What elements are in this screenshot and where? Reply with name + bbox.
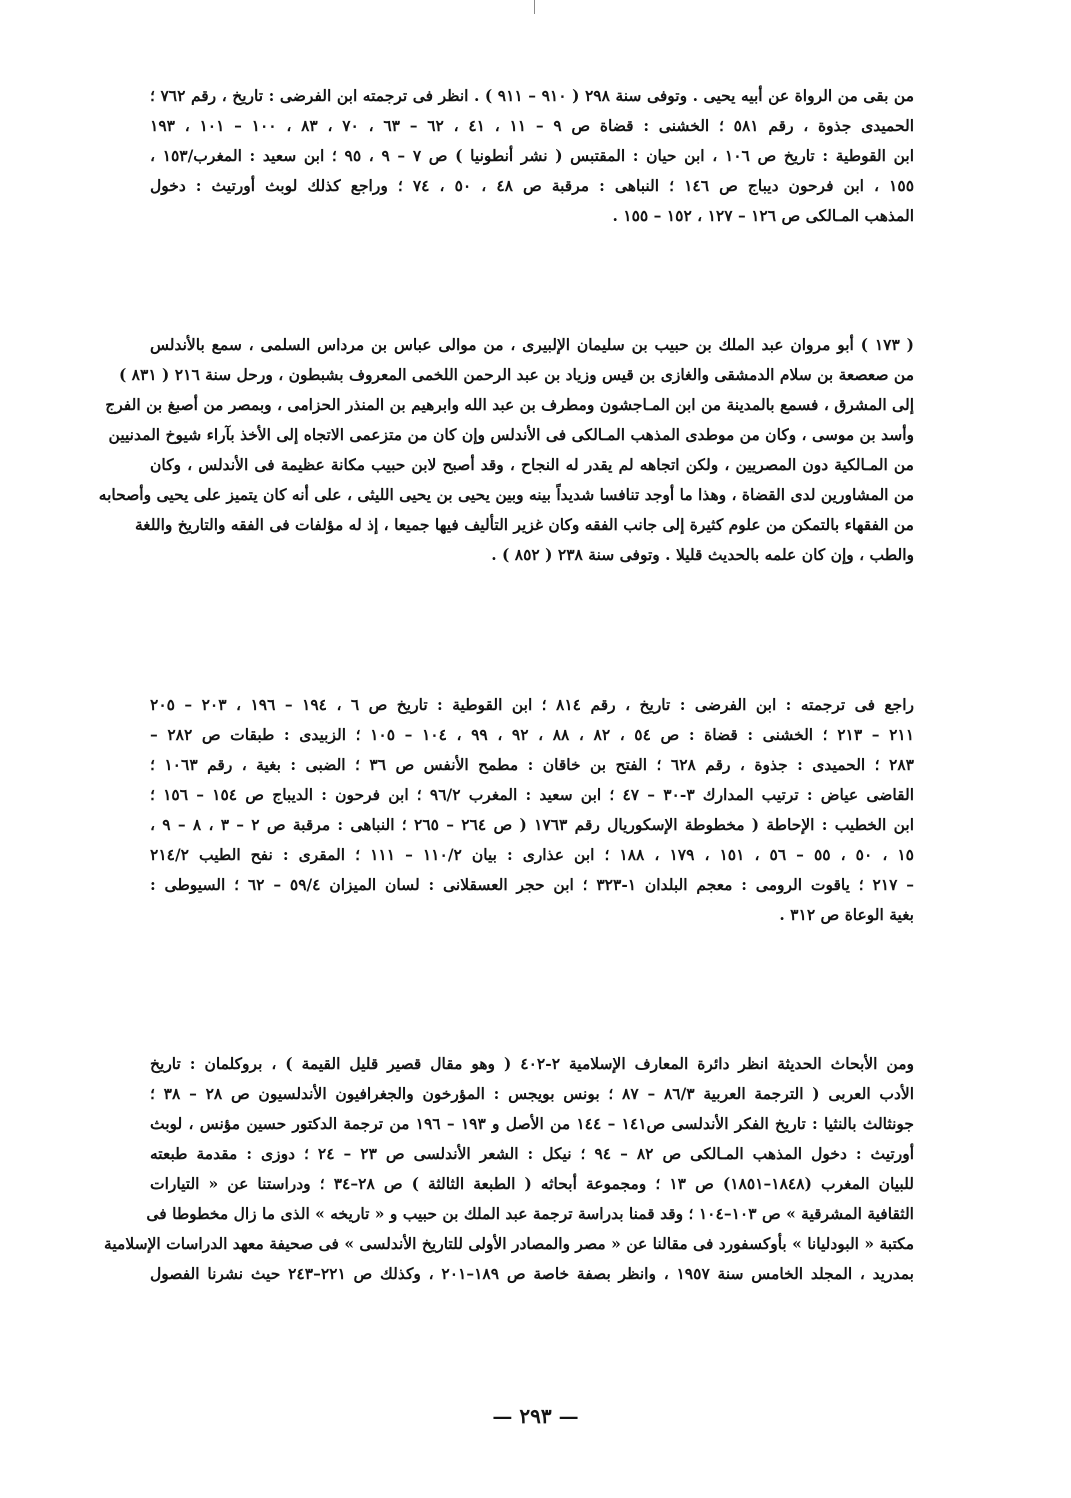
text-line: مكتبة « البودليانا » بأوكسفورد فى مقالنا عن « مصر والمصادر الأولى للتاريخ الأندلسى » فى صحيفة معهد الدراسات الإسلامية — [104, 1234, 914, 1253]
text-line: وأسد بن موسى ، وكان من موطدى المذهب المـالكى فى الأندلس وإن كان من متزعمى الاتجاه إلى الأخذ بآراء شيوخ المدنيين — [108, 425, 914, 444]
text-line: القاضى عياض : ترتيب المدارك ٣-٣٠ – ٤٧ ؛ ابن سعيد : المغرب ٩٦/٢ ؛ ابن فرحون : الديباج ص ١٥٤ – ١٥٦ ؛ — [150, 785, 914, 804]
text-line: ابن الخطيب : الإحاطة ( مخطوطة الإسكوريال رقم ١٧٦٣ ( ص ٢٦٤ – ٢٦٥ ؛ النباهى : مرقبة ص ٢ – ٣ ، ٨ – ٩ ، — [150, 815, 915, 834]
text-line: – ٢١٧ ؛ ياقوت الرومى : معجم البلدان ١-٣٢٣ ؛ ابن حجر العسقلانى : لسان الميزان ٥٩/٤ – ٦٢ ؛ السيوطى : — [150, 875, 915, 894]
top-center-mark — [534, 0, 535, 14]
text-line: ومن الأبحاث الحديثة انظر دائرة المعارف الإسلامية ٢-٤٠٢ ( وهو مقال قصير قليل القيمة ) ، بروكلمان : تاريخ — [150, 1054, 914, 1073]
text-line: راجع فى ترجمته : ابن الفرضى : تاريخ ، رقم ٨١٤ ؛ ابن القوطية : تاريخ ص ٦ ، ١٩٤ – ١٩٦ ، ٢٠٣ – ٢٠٥ — [150, 695, 915, 714]
text-line: بغية الوعاة ص ٣١٢ . — [779, 905, 914, 924]
text-line: ( ١٧٣ ) أبو مروان عبد الملك بن حبيب بن سليمان الإلبيرى ، من موالى عباس بن مرداس السلمى ، سمع بالأندلس — [150, 335, 914, 354]
text-line: ابن القوطية : تاريخ ص ١٠٦ ، ابن حيان : المقتبس ( نشر أنطونيا ) ص ٧ – ٩ ، ٩٥ ؛ ابن سعيد : المغرب/١٥٣ ، — [150, 146, 915, 165]
text-line: من المشاورين لدى القضاة ، وهذا ما أوجد تنافسا شديداً بينه وبين يحيى بن يحيى الليثى ، على أنه كان يتميز على يحيى وأصحابه — [98, 485, 914, 504]
text-line: المذهب المـالكى ص ١٢٦ – ١٢٧ ، ١٥٢ – ١٥٥ . — [612, 206, 914, 225]
text-line: والطب ، وإن كان علمه بالحديث قليلا . وتوفى سنة ٢٣٨ ( ٨٥٢ ) . — [491, 545, 914, 564]
text-line: ٢١١ – ٢١٣ ؛ الخشنى : قضاة : ص ٥٤ ، ٨٢ ، ٨٨ ، ٩٢ ، ٩٩ ، ١٠٤ – ١٠٥ ؛ الزبيدى : طبقات ص ٢٨٢ – — [150, 725, 915, 744]
text-line: من الفقهاء بالتمكن من علوم كثيرة إلى جانب الفقه وكان غزير التأليف فيها جميعا ، إذ له مؤلفات فى الفقه والتاريخ واللغة — [134, 515, 914, 534]
text-line: ١٥٥ ، ابن فرحون ديباج ص ١٤٦ ؛ النباهى : مرقبة ص ٤٨ ، ٥٠ ، ٧٤ ؛ وراجع كذلك لوبث أورتيث : دخول — [150, 176, 915, 195]
text-line: من صعصعة بن سلام الدمشقى والغازى بن قيس وزياد بن عبد الرحمن اللخمى المعروف بشبطون ، ورحل سنة ٢١٦ ( ٨٣١ ) — [118, 365, 914, 384]
text-line: من بقى من الرواة عن أبيه يحيى . وتوفى سنة ٢٩٨ ( ٩١٠ – ٩١١ ) . انظر فى ترجمته ابن الفرضى : تاريخ ، رقم ٧٦٢ ؛ — [150, 86, 915, 105]
text-line: من المـالكية دون المصريين ، ولكن اتجاهه لم يقدر له النجاح ، وقد أصبح لابن حبيب مكانة عظيمة فى الأندلس ، وكان — [150, 455, 914, 474]
text-line: للبيان المغرب (١٨٤٨–١٨٥١) ص ١٣ ؛ ومجموعة أبحاثه ( الطبعة الثالثة ) ص ٢٨–٣٤ ؛ ودراستنا عن « التيارات — [150, 1174, 914, 1193]
text-line: الحميدى جذوة ، رقم ٥٨١ ؛ الخشنى : قضاة ص ٩ – ١١ ، ٤١ ، ٦٢ – ٦٣ ، ٧٠ ، ٨٣ ، ١٠٠ – ١٠١ ، ١٩٣ — [150, 116, 915, 135]
paragraph-4 — [104, 1049, 915, 1289]
text-line: أورتيث : دخول المذهب المـالكى ص ٨٢ – ٩٤ ؛ نيكل : الشعر الأندلسى ص ٢٣ – ٢٤ ؛ دوزى : مقدمة طبعته — [150, 1144, 915, 1163]
text-line: ٢٨٣ ؛ الحميدى : جذوة ، رقم ٦٢٨ ؛ الفتح بن خاقان : مطمح الأنفس ص ٣٦ ؛ الضبى : بغية ، رقم ١٠٦٣ ؛ — [150, 755, 914, 774]
paragraph-2 — [98, 330, 914, 570]
text-line: جونثالث بالنثيا : تاريخ الفكر الأندلسى ص١٤١ – ١٤٤ من الأصل و ١٩٣ – ١٩٦ من ترجمة الدكتور حسين مؤنس ، لوبث — [150, 1114, 914, 1133]
paragraph-1 — [150, 81, 914, 231]
text-line: الثقافية المشرقية » ص ١٠٣–١٠٤ ؛ وقد قمنا بدراسة ترجمة عبد الملك بن حبيب و « تاريخه » الذى ما زال مخطوطا فى — [146, 1204, 914, 1223]
text-line: الأدب العربى ( الترجمة العربية ٨٦/٣ – ٨٧ ؛ بونس بويجس : المؤرخون والجغرافيون الأندلسيون ص ٢٨ – ٣٨ ؛ — [150, 1084, 915, 1103]
text-line: إلى المشرق ، فسمع بالمدينة من ابن المـاجشون ومطرف بن عبد الله وابرهيم بن المنذر الحزامى ، وبمصر من أصبغ بن الفرج — [105, 395, 914, 414]
paragraph-3 — [150, 690, 914, 930]
text-line: بمدريد ، المجلد الخامس سنة ١٩٥٧ ، وانظر بصفة خاصة ص ١٨٩–٢٠١ ، وكذلك ص ٢٢١–٢٤٣ حيث نشرنا الفصول — [150, 1264, 914, 1283]
page-number: — ٢٩٣ — — [492, 1404, 579, 1428]
text-line: ١٥ ، ٥٠ ، ٥٥ – ٥٦ ، ١٥١ ، ١٧٩ ، ١٨٨ ؛ ابن عذارى : بيان ١١٠/٢ – ١١١ ؛ المقرى : نفح الطيب ٢١٤/٢ — [150, 845, 915, 864]
